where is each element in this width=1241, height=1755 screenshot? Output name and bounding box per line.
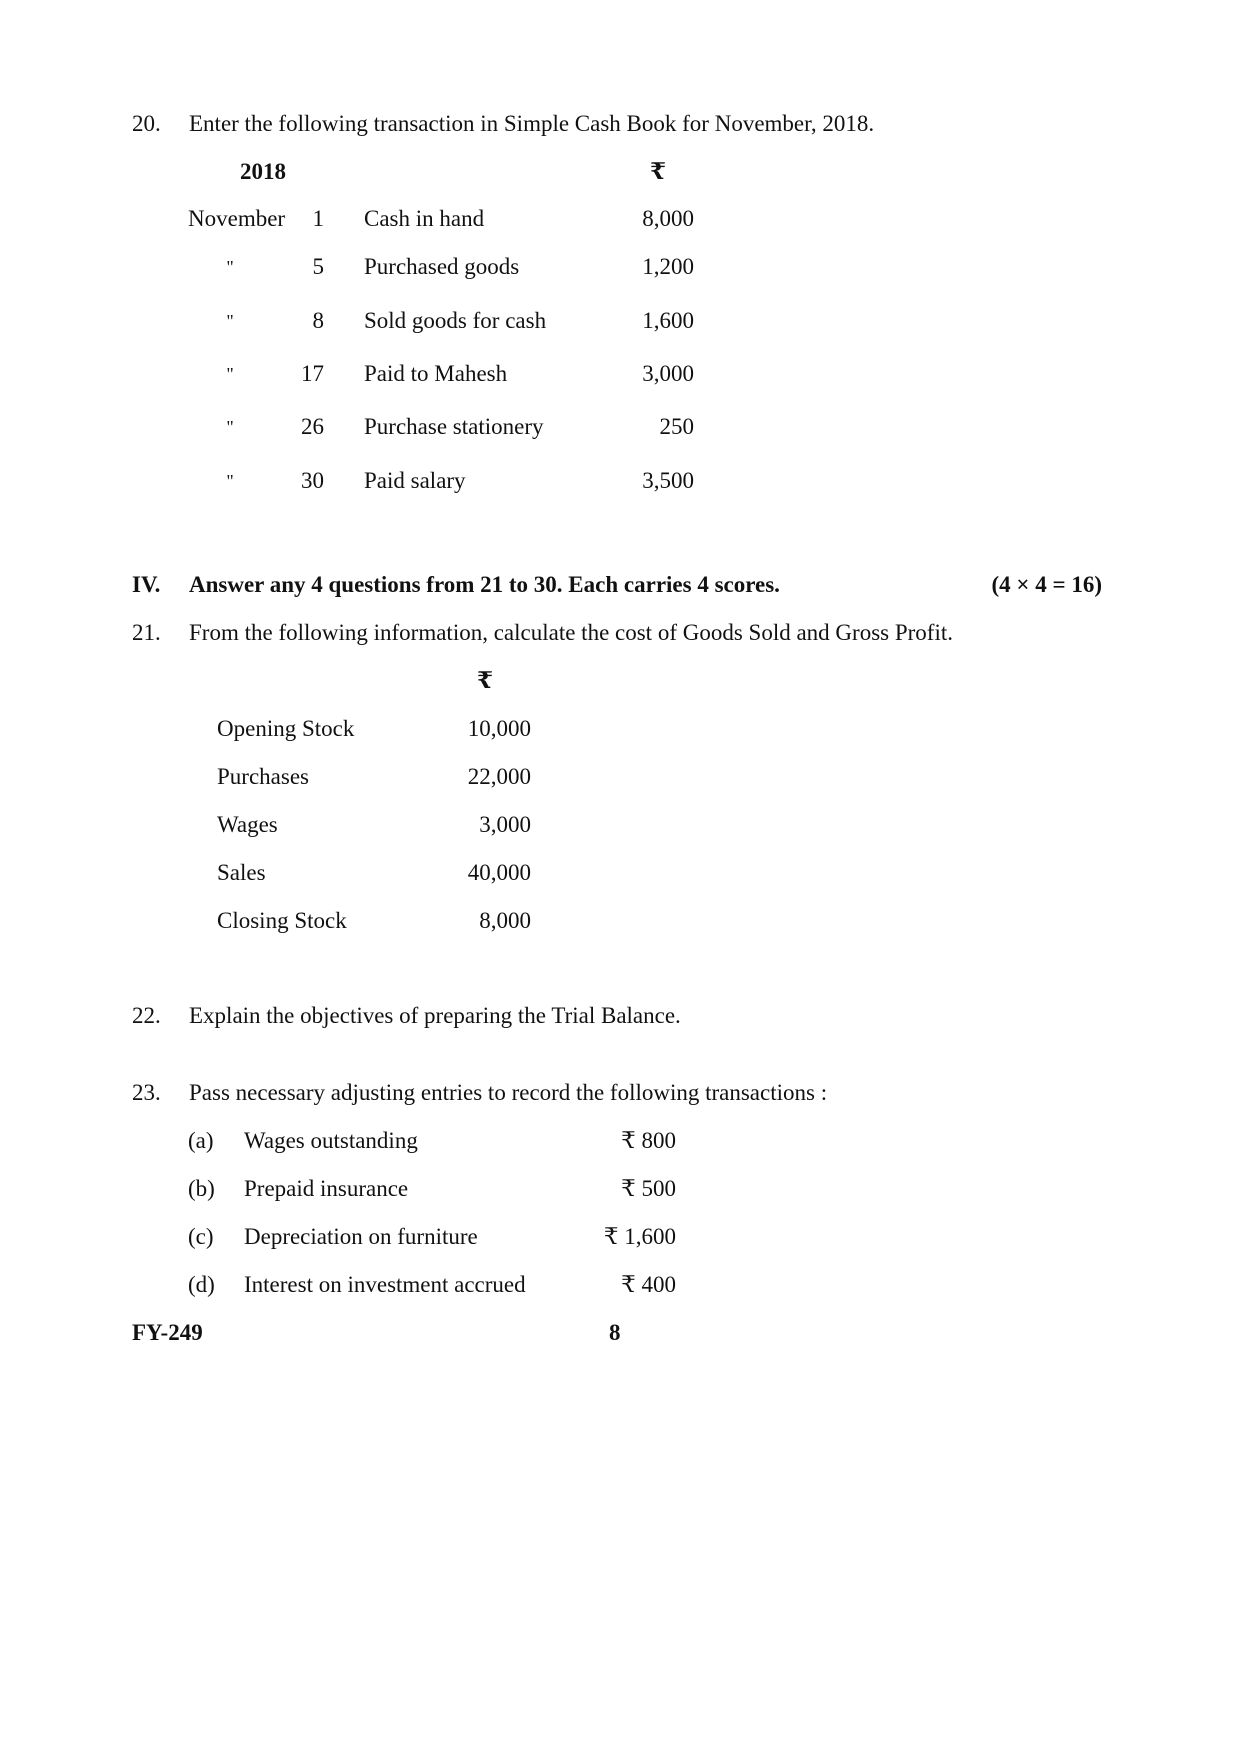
- description-cell: Paid salary: [364, 468, 466, 493]
- question-number: 23.: [132, 1080, 161, 1105]
- item-cell: Closing Stock: [217, 908, 347, 933]
- question-text: Pass necessary adjusting entries to record the following transactions :: [189, 1080, 828, 1105]
- item-cell: Purchases: [217, 764, 309, 789]
- item-cell: Opening Stock: [217, 716, 355, 741]
- ditto-mark: ": [226, 417, 234, 437]
- description-cell: Paid to Mahesh: [364, 361, 508, 386]
- day-cell: 26: [301, 414, 324, 439]
- ditto-mark: ": [226, 311, 234, 331]
- description-cell: Purchase stationery: [364, 414, 544, 439]
- table-year-header: 2018: [240, 159, 286, 184]
- amount-cell: 3,000: [479, 812, 531, 837]
- amount-cell: ₹ 500: [621, 1176, 676, 1201]
- amount-cell: 40,000: [467, 860, 531, 885]
- amount-cell: ₹ 1,600: [603, 1224, 676, 1249]
- description-cell: Purchased goods: [364, 254, 520, 279]
- item-text: Prepaid insurance: [244, 1176, 409, 1201]
- item-cell: Sales: [217, 860, 266, 885]
- question-text: Enter the following transaction in Simple Cash Book for November, 2018.: [189, 111, 875, 136]
- item-text: Interest on investment accrued: [244, 1272, 526, 1297]
- item-label: (a): [188, 1128, 214, 1153]
- amount-cell: ₹ 800: [621, 1128, 676, 1153]
- currency-header: ₹: [650, 159, 667, 184]
- day-cell: 17: [301, 361, 324, 386]
- item-label: (d): [188, 1272, 215, 1297]
- question-number: 21.: [132, 620, 161, 645]
- page-number: 8: [609, 1320, 621, 1345]
- item-label: (c): [188, 1224, 214, 1249]
- day-cell: 8: [312, 308, 324, 333]
- amount-cell: ₹ 400: [621, 1272, 676, 1297]
- day-cell: 1: [312, 206, 324, 231]
- ditto-mark: ": [226, 471, 234, 491]
- amount-cell: 250: [659, 414, 694, 439]
- question-text: Explain the objectives of preparing the Trial Balance.: [189, 1003, 681, 1028]
- ditto-mark: ": [226, 364, 234, 384]
- item-label: (b): [188, 1176, 215, 1201]
- currency-header: ₹: [477, 668, 494, 693]
- question-text: From the following information, calculate the cost of Goods Sold and Gross Profit.: [189, 620, 953, 645]
- amount-cell: 3,500: [642, 468, 694, 493]
- question-number: 22.: [132, 1003, 161, 1028]
- ditto-mark: ": [226, 257, 234, 277]
- section-instructions: Answer any 4 questions from 21 to 30. Each carries 4 scores.: [189, 572, 780, 597]
- description-cell: Sold goods for cash: [364, 308, 547, 333]
- amount-cell: 22,000: [467, 764, 531, 789]
- description-cell: Cash in hand: [364, 206, 485, 231]
- item-text: Depreciation on furniture: [244, 1224, 478, 1249]
- question-number: 20.: [132, 111, 161, 136]
- section-label: IV.: [132, 572, 161, 597]
- amount-cell: 8,000: [479, 908, 531, 933]
- item-text: Wages outstanding: [244, 1128, 418, 1153]
- paper-code: FY-249: [132, 1320, 203, 1345]
- section-marks: (4 × 4 = 16): [991, 572, 1102, 597]
- item-cell: Wages: [217, 812, 278, 837]
- amount-cell: 1,200: [642, 254, 694, 279]
- month-cell: November: [188, 206, 286, 231]
- amount-cell: 8,000: [642, 206, 694, 231]
- amount-cell: 1,600: [642, 308, 694, 333]
- day-cell: 5: [312, 254, 324, 279]
- day-cell: 30: [301, 468, 324, 493]
- amount-cell: 10,000: [467, 716, 531, 741]
- amount-cell: 3,000: [642, 361, 694, 386]
